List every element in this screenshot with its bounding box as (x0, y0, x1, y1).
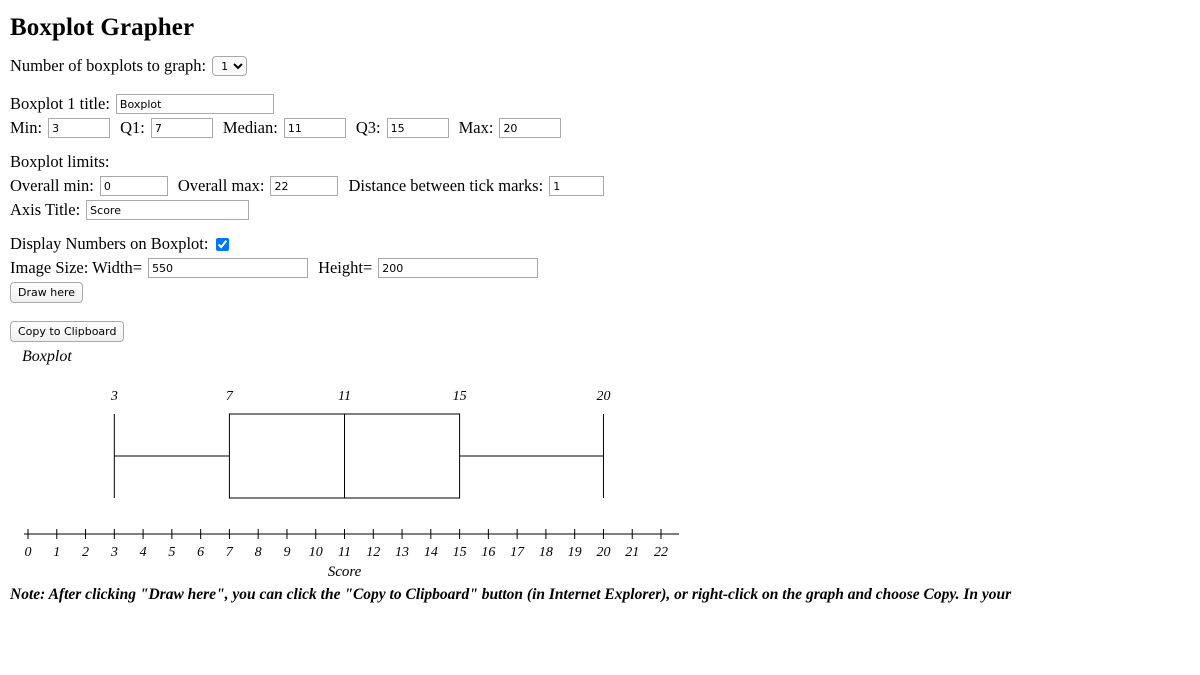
svg-text:11: 11 (338, 389, 351, 404)
axis-title-text: Score (327, 564, 362, 578)
boxplot-title-row (10, 94, 1190, 114)
min-input[interactable] (48, 118, 110, 138)
boxplot-graph (16, 366, 696, 581)
overall-min-label: Overall min: (10, 176, 94, 195)
axis-title-row (10, 200, 1190, 220)
q1-input[interactable] (151, 118, 213, 138)
svg-text:21: 21 (625, 545, 640, 560)
copy-button-row (10, 321, 1190, 342)
svg-text:16: 16 (481, 545, 496, 560)
svg-text:8: 8 (254, 545, 262, 560)
overall-max-label: Overall max: (177, 176, 265, 195)
min-label: Min: (10, 118, 43, 137)
display-numbers-checkbox[interactable] (216, 238, 229, 251)
svg-text:3: 3 (110, 545, 118, 560)
q1-label: Q1: (120, 118, 145, 137)
limits-heading-row (10, 152, 1190, 172)
svg-text:7: 7 (225, 545, 233, 560)
five-number-summary-row (10, 118, 1190, 138)
max-label: Max: (458, 118, 494, 137)
q3-input[interactable] (387, 118, 449, 138)
boxplot-limits-label: Boxplot limits: (10, 152, 110, 171)
axis-title-input[interactable] (86, 200, 249, 220)
svg-text:19: 19 (567, 545, 582, 560)
boxplot-svg (16, 366, 696, 578)
boxplot-count-row (10, 56, 1190, 76)
overall-max-input[interactable] (270, 176, 338, 196)
median-label: Median: (222, 118, 278, 137)
svg-text:0: 0 (24, 545, 32, 560)
max-input[interactable] (499, 118, 561, 138)
svg-text:15: 15 (452, 389, 467, 404)
svg-text:3: 3 (110, 389, 118, 404)
display-numbers-label: Display Numbers on Boxplot: (10, 234, 209, 253)
boxplot-drawing (110, 389, 611, 498)
svg-text:7: 7 (225, 389, 233, 404)
svg-text:10: 10 (308, 545, 323, 560)
draw-button-row (10, 282, 1190, 303)
svg-text:5: 5 (168, 545, 176, 560)
limits-row (10, 176, 1190, 196)
boxplot-count-select[interactable] (212, 56, 247, 76)
svg-text:20: 20 (596, 389, 611, 404)
svg-text:2: 2 (82, 545, 90, 560)
image-width-input[interactable] (148, 258, 308, 278)
copy-to-clipboard-button[interactable]: Copy to Clipboard (10, 321, 124, 342)
image-height-input[interactable] (378, 258, 538, 278)
chart-title: Boxplot (22, 348, 72, 365)
svg-text:9: 9 (283, 545, 291, 560)
boxplot-count-label: Number of boxplots to graph: (10, 56, 207, 75)
svg-text:13: 13 (395, 545, 410, 560)
tick-distance-input[interactable] (549, 176, 604, 196)
boxplot-title-label: Boxplot 1 title: (10, 94, 110, 113)
svg-text:12: 12 (366, 545, 381, 560)
image-size-label: Image Size: Width= (10, 258, 143, 277)
svg-text:4: 4 (139, 545, 147, 560)
svg-text:11: 11 (338, 545, 351, 560)
svg-text:17: 17 (510, 545, 525, 560)
page-title: Boxplot Grapher (10, 14, 195, 41)
axis-title-label: Axis Title: (10, 200, 81, 219)
image-height-label: Height= (318, 258, 373, 277)
axis-drawing (24, 529, 679, 560)
svg-text:22: 22 (654, 545, 668, 560)
overall-min-input[interactable] (100, 176, 168, 196)
footer-note: Note: After clicking "Draw here", you can click the "Copy to Clipboard" button (in Internet Explorer), or right-click on the graph and choose Copy. In your (10, 586, 1012, 603)
svg-text:20: 20 (596, 545, 611, 560)
image-size-row (10, 258, 1190, 278)
q3-label: Q3: (355, 118, 381, 137)
display-numbers-row (10, 234, 1190, 254)
median-input[interactable] (284, 118, 346, 138)
svg-text:15: 15 (452, 545, 467, 560)
boxplot-title-input[interactable] (116, 94, 274, 114)
svg-text:6: 6 (197, 545, 205, 560)
svg-text:18: 18 (538, 545, 553, 560)
svg-text:14: 14 (423, 545, 438, 560)
svg-text:1: 1 (53, 545, 61, 560)
tick-distance-label: Distance between tick marks: (348, 176, 544, 195)
draw-here-button[interactable]: Draw here (10, 282, 83, 303)
